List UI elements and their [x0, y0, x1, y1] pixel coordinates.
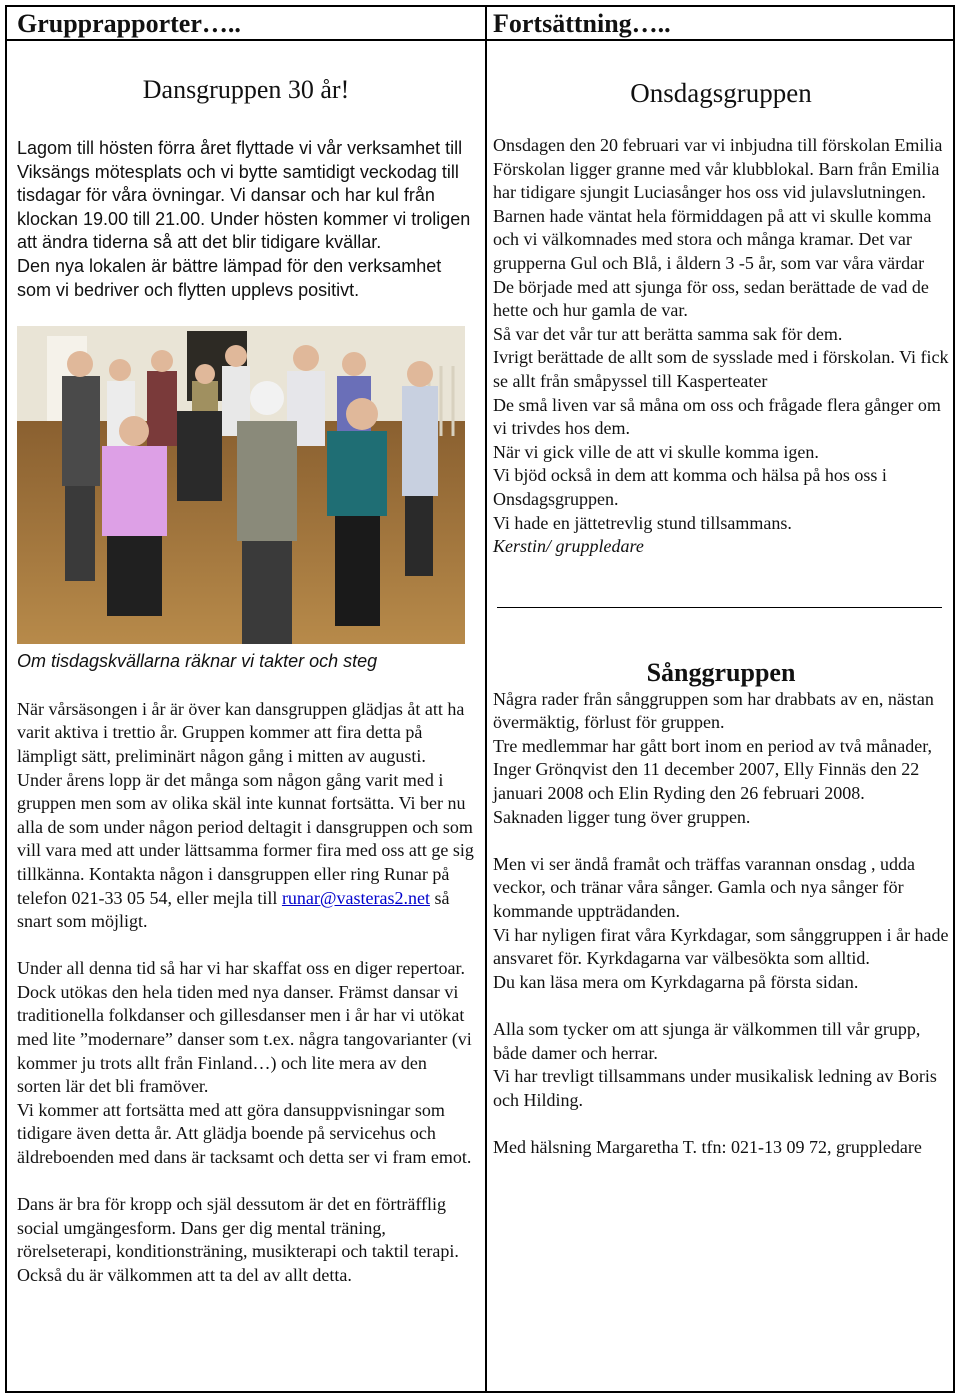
onsdag-line: Vi bjöd också in dem att komma och hälsa på hos oss i Onsdagsgruppen.	[493, 465, 887, 509]
onsdag-line: De började med att sjunga för oss, sedan berättade de vad de hette och hur gamla de var.	[493, 276, 929, 321]
sang-p3: Saknaden ligger tung över gruppen.	[493, 806, 751, 827]
dansgruppen-p2: Under all denna tid så har vi har skaffat oss en diger repertoar. Dock utökas den hela tiden med nya danser. Främst dansar vi traditionella folkdanser och gillesdanser men i år har vi utökat med lite ”modernare” danser som t.ex. några tangovarianter (vi kommer ju trots allt från Finland…) och lite mera av den sorten lär det bli framöver.	[17, 958, 472, 1097]
right-header-title: Fortsättning…..	[493, 9, 671, 38]
photo-caption: Om tisdagskvällarna räknar vi takter och steg	[17, 651, 378, 672]
onsdag-line: Ivrigt berättade de allt som de sysslade med i förskolan. Vi fick se allt från småpyssel till Kasperteater	[493, 347, 949, 391]
dansgruppen-p1	[17, 698, 475, 934]
right-column	[487, 41, 955, 1391]
sang-p5: Vi har nyligen firat våra Kyrkdagar, som sånggruppen i år hade ansvaret för. Kyrkdagarna var välbesökta som alltid.	[493, 924, 949, 969]
sang-p2: Tre medlemmar har gått bort inom en period av två månader, Inger Grönqvist den 11 december 2007, Elly Finnäs den 22 januari 2008 och Elin Ryding den 26 februari 2008.	[493, 735, 932, 804]
dansgruppen-intro: Lagom till hösten förra året flyttade vi vår verksamhet till Viksängs mötesplats och vi bytte samtidigt veckodag till tisdagar för våra övningar. Vi dansar och har kul från klockan 19.00 till 21.00. Under hösten kommer vi troligen att ändra tiderna så att det blir tidigare kvällar.	[17, 138, 471, 253]
onsdagsgruppen-body	[493, 134, 949, 559]
sang-p7: Alla som tycker om att sjunga är välkommen till vår grupp, både damer och herrar.	[493, 1019, 921, 1063]
left-header-title: Grupprapporter…..	[17, 9, 241, 38]
dansgruppen-p4: Dans är bra för kropp och själ dessutom är det en förträfflig social umgängesform. Dans ger dig mental träning, rörelseterapi, konditionsträning, musikterapi och taktil terapi. Också du är välkommen att ta del av allt detta.	[17, 1194, 459, 1285]
sang-p6: Du kan läsa mera om Kyrkdagarna på första sidan.	[493, 971, 859, 992]
dansgruppen-p3: Vi kommer att fortsätta med att göra dansuppvisningar som tidigare även detta år. Att glädja boende på servicehus och äldreboenden med dans är tacksamt och detta ser vi fram emot.	[17, 1099, 472, 1168]
sang-p1: Några rader från sånggruppen som har drabbats av en, nästan övermäktig, förlust för gruppen.	[493, 688, 934, 733]
sanggruppen-title: Sånggruppen	[646, 657, 796, 687]
left-column	[7, 41, 485, 1391]
dansgruppen-p1-end: så snart som möjligt.	[17, 887, 450, 932]
onsdag-line: Onsdagen den 20 februari var vi inbjudna till förskolan Emilia Förskolan ligger granne med vår klubblokal. Barn från Emilia har tidigare sjungit Luciasånger hos oss vid julavslutningen.	[493, 135, 943, 203]
dansgruppen-p1-text: När vårsäsongen i år är över kan dansgruppen glädjas åt att ha varit aktiva i trettio år. Gruppen kommer att fira detta på lämpligt sätt, preliminärt någon gång i mitten av augusti. Under årens lopp är det många som någon gång varit med i gruppen men som av olika skäl inte kunnat fortsätta. Vi ber nu alla de som under någon period deltagit i dansgruppen och som vill vara med att under lättsamma former fira med oss att ge sig tillkänna. Kontakta någon i dansgruppen eller ring Runar på telefon 021-33 05 54, eller mejla till	[17, 698, 474, 908]
onsdag-signature: Kerstin/ gruppledare	[493, 536, 644, 557]
dansgruppen-intro2: Den nya lokalen är bättre lämpad för den verksamhet som vi bedriver och flytten upplevs positivt.	[17, 255, 442, 300]
onsdag-line: Vi hade en jättetrevlig stund tillsammans.	[493, 512, 792, 533]
email-link[interactable]: runar@vasteras2.net	[281, 887, 430, 908]
sang-p8: Vi har trevligt tillsammans under musikalisk ledning av Boris och Hilding.	[493, 1066, 937, 1110]
onsdag-line: Barnen hade väntat hela förmiddagen på att vi skulle komma och vi välkomnades med stora och många kramar. Det var grupperna Gul och Blå, i åldern 3 -5 år, som var våra värdar	[493, 205, 932, 273]
onsdagsgruppen-title: Onsdagsgruppen	[630, 78, 812, 108]
folkdance-photo	[17, 326, 465, 644]
sang-p4: Men vi ser ändå framåt och träffas varannan onsdag , udda veckor, och tränar våra sånger. Gamla och nya sånger för kommande uppträdanden.	[493, 853, 916, 922]
sang-p9: Med hälsning Margaretha T. tfn: 021-13 09 72, gruppledare	[493, 1136, 922, 1157]
onsdag-line: Så var det vår tur att berätta samma sak för dem.	[493, 323, 843, 344]
page-frame	[5, 5, 955, 1393]
onsdag-line: När vi gick ville de att vi skulle komma igen.	[493, 441, 819, 462]
dansgruppen-title: Dansgruppen 30 år!	[142, 75, 350, 104]
onsdag-line: De små liven var så måna om oss och frågade flera gånger om vi trivdes hos dem.	[493, 394, 941, 439]
